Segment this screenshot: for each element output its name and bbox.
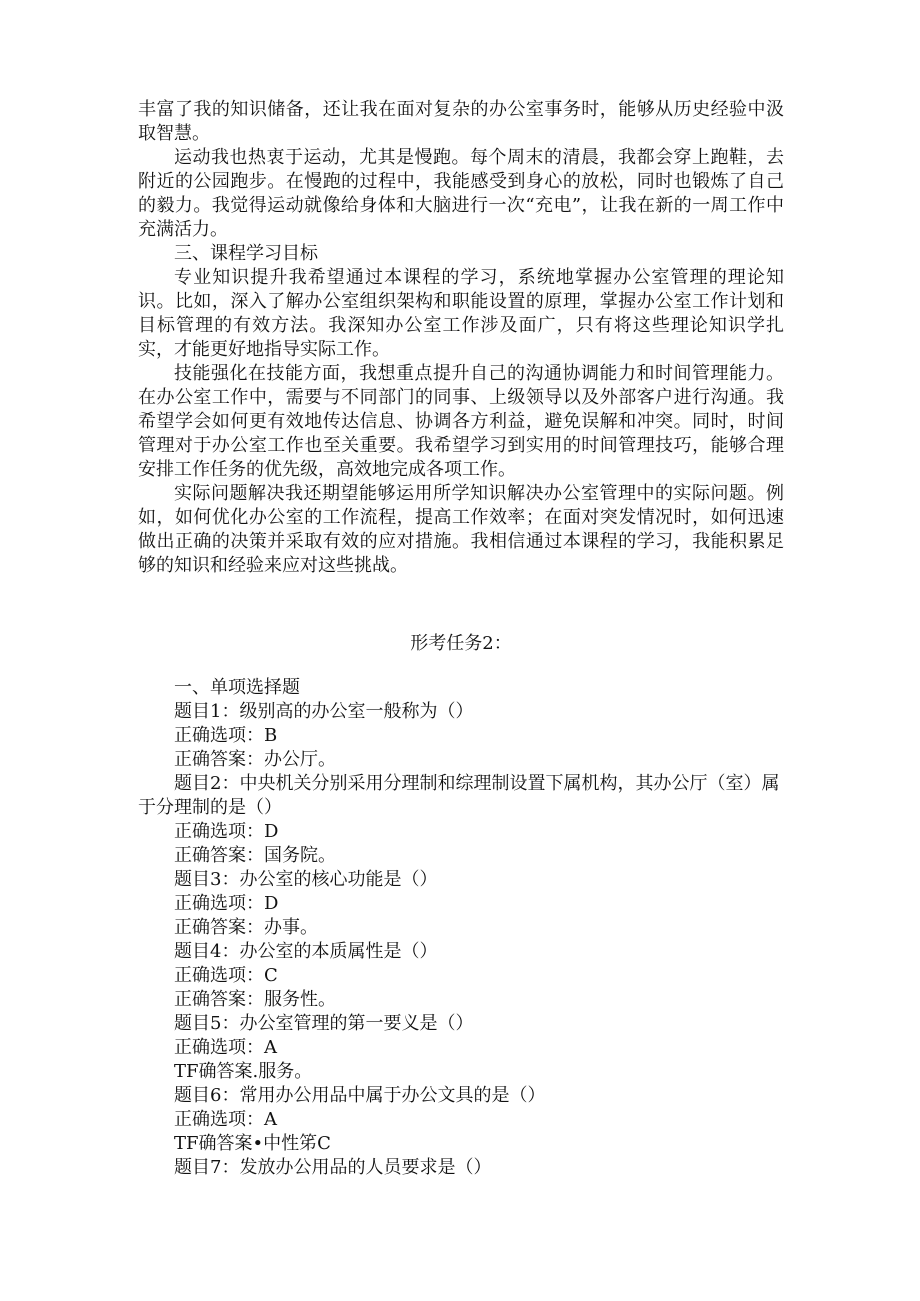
question-2: 题目2：中央机关分别采用分理制和综理制设置下属机构，其办公厅（室）属于分理制的是（） <box>138 773 780 818</box>
question-7: 题目7：发放办公用品的人员要求是（） <box>174 1157 492 1178</box>
question-3: 题目3：办公室的核心功能是（） <box>174 869 438 890</box>
paragraph-skills: 技能强化在技能方面，我想重点提升自己的沟通协调能力和时间管理能力。在办公室工作中，需要与不同部门的同事、上级领导以及外部客户进行沟通。我希望学会如何更有效地传达信息、协调各方利益，避免误解和冲突。同时，时间管理对于办公室工作也至关重要。我希望学习到实用的时间管理技巧，能够合理安排工作任务的优先级，高效地完成各项工作。 <box>138 363 784 480</box>
section-heading-goals: 三、课程学习目标 <box>174 243 318 264</box>
answer-5: TF确答案.服务。 <box>174 1061 313 1082</box>
question-section-heading: 一、单项选择题 <box>174 677 300 698</box>
paragraph-knowledge: 专业知识提升我希望通过本课程的学习，系统地掌握办公室管理的理论知识。比如，深入了解办公室组织架构和职能设置的原理，掌握办公室工作计划和目标管理的有效方法。我深知办公室工作涉及面广，只有将这些理论知识学扎实，才能更好地指导实际工作。 <box>138 267 784 360</box>
option-3: 正确选项：D <box>174 893 279 914</box>
option-2: 正确选项：D <box>174 821 279 842</box>
question-1: 题目1：级别高的办公室一般称为（） <box>174 701 474 722</box>
paragraph-exercise: 运动我也热衷于运动，尤其是慢跑。每个周末的清晨，我都会穿上跑鞋，去附近的公园跑步。在慢跑的过程中，我能感受到身心的放松，同时也锻炼了自己的毅力。我觉得运动就像给身体和大脑进行一次“充电”，让我在新的一周工作中充满活力。 <box>138 147 784 240</box>
answer-1: 正确答案：办公厅。 <box>174 749 336 770</box>
question-6: 题目6：常用办公用品中属于办公文具的是（） <box>174 1085 546 1106</box>
document-page <box>138 98 784 1180</box>
answer-3: 正确答案：办事。 <box>174 917 318 938</box>
option-4: 正确选项：C <box>174 965 278 986</box>
task-title: 形考任务2： <box>410 633 512 654</box>
question-5: 题目5：办公室管理的第一要义是（） <box>174 1013 474 1034</box>
answer-4: 正确答案：服务性。 <box>174 989 336 1010</box>
answer-6: TF确答案•中性笫C <box>174 1133 331 1154</box>
question-4: 题目4：办公室的本质属性是（） <box>174 941 438 962</box>
paragraph-problem-solving: 实际问题解决我还期望能够运用所学知识解决办公室管理中的实际问题。例如，如何优化办公室的工作流程，提高工作效率；在面对突发情况时，如何迅速做出正确的决策并采取有效的应对措施。我相信通过本课程的学习，我能积累足够的知识和经验来应对这些挑战。 <box>138 483 784 576</box>
option-1: 正确选项：B <box>174 725 278 746</box>
paragraph-history: 丰富了我的知识储备，还让我在面对复杂的办公室事务时，能够从历史经验中汲取智慧。 <box>138 99 784 144</box>
option-5: 正确选项：A <box>174 1037 277 1058</box>
answer-2: 正确答案：国务院。 <box>174 845 336 866</box>
option-6: 正确选项：A <box>174 1109 277 1130</box>
